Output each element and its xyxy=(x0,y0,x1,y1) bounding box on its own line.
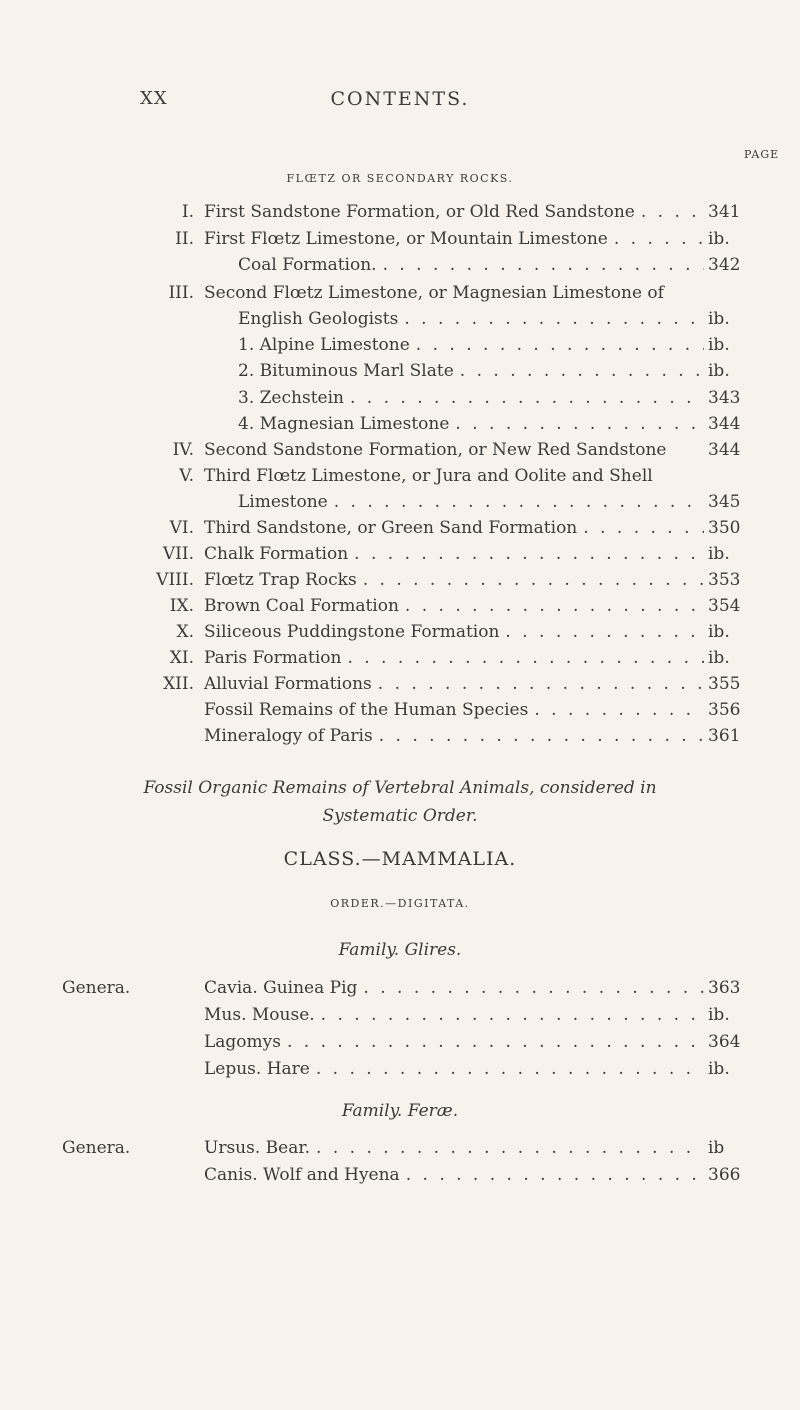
page-number: XX xyxy=(140,88,168,109)
entry-numeral: II. xyxy=(175,229,194,249)
leader-dots xyxy=(577,515,704,541)
order-heading: ORDER.—DIGITATA. xyxy=(330,897,470,910)
toc-entry xyxy=(0,226,800,252)
section-heading: FLŒTZ OR SECONDARY ROCKS. xyxy=(286,172,514,185)
leader-dots xyxy=(357,567,704,593)
leader-dots xyxy=(328,489,704,515)
genus-title: Lagomys xyxy=(204,1032,281,1052)
entry-page: 345 xyxy=(708,492,741,512)
entry-page: ib. xyxy=(708,622,730,642)
genus-entry xyxy=(0,1029,800,1055)
entry-page: 341 xyxy=(708,202,741,222)
entry-title: Mineralogy of Paris xyxy=(204,726,373,746)
toc-entry xyxy=(0,593,800,619)
toc-entry xyxy=(0,463,800,489)
entry-title: Brown Coal Formation xyxy=(204,596,399,616)
entry-numeral: X. xyxy=(176,622,194,642)
class-heading: CLASS.—MAMMALIA. xyxy=(283,848,517,870)
genus-entry xyxy=(0,1162,800,1188)
entry-page: 353 xyxy=(708,570,741,590)
genera-label: Genera. xyxy=(62,978,131,998)
toc-entry xyxy=(0,489,800,515)
entry-page: ib. xyxy=(708,361,730,381)
leader-dots xyxy=(528,697,704,723)
entry-page: 343 xyxy=(708,388,741,408)
toc-entry xyxy=(0,411,800,437)
genus-page: ib. xyxy=(708,1059,730,1079)
toc-entry xyxy=(0,306,800,332)
leader-dots xyxy=(454,358,704,384)
entry-title: Coal Formation. xyxy=(238,255,377,275)
entry-page: 355 xyxy=(708,674,741,694)
family-heading: Family. Feræ. xyxy=(341,1101,459,1121)
toc-entry xyxy=(0,199,800,225)
genus-entry xyxy=(0,1056,800,1082)
leader-dots xyxy=(377,252,704,278)
toc-entry xyxy=(0,697,800,723)
genus-page: ib. xyxy=(708,1005,730,1025)
toc-entry xyxy=(0,358,800,384)
entry-numeral: VII. xyxy=(162,544,194,564)
section-subtitle-line2: Systematic Order. xyxy=(322,806,478,826)
entry-page: ib. xyxy=(708,335,730,355)
leader-dots xyxy=(372,671,704,697)
entry-title: Second Sandstone Formation, or New Red Sandstone xyxy=(204,440,667,460)
entry-page: 354 xyxy=(708,596,741,616)
entry-title: 3. Zechstein xyxy=(238,388,344,408)
leader-dots xyxy=(341,645,704,671)
entry-numeral: VIII. xyxy=(156,570,194,590)
entry-title: Chalk Formation xyxy=(204,544,349,564)
entry-numeral: III. xyxy=(168,283,194,303)
entry-numeral: XI. xyxy=(169,648,194,668)
entry-numeral: IV. xyxy=(172,440,194,460)
entry-title: Second Flœtz Limestone, or Magnesian Limestone of xyxy=(204,283,664,303)
toc-entry xyxy=(0,619,800,645)
genus-page: ib xyxy=(708,1138,725,1158)
leader-dots xyxy=(310,1056,704,1082)
toc-entry xyxy=(0,515,800,541)
entry-numeral: V. xyxy=(179,466,194,486)
genus-title: Canis. Wolf and Hyena xyxy=(204,1165,400,1185)
genus-title: Cavia. Guinea Pig xyxy=(204,978,358,998)
entry-page: ib. xyxy=(708,648,730,668)
genus-title: Ursus. Bear. xyxy=(204,1138,311,1158)
leader-dots xyxy=(449,411,704,437)
genus-page: 364 xyxy=(708,1032,741,1052)
entry-numeral: I. xyxy=(181,202,194,222)
entry-title: Paris Formation xyxy=(204,648,342,668)
entry-page: 361 xyxy=(708,726,741,746)
leader-dots xyxy=(373,723,704,749)
entry-title: Limestone xyxy=(238,492,328,512)
toc-entry xyxy=(0,541,800,567)
toc-entry xyxy=(0,280,800,306)
entry-title: Third Flœtz Limestone, or Jura and Oolite and Shell xyxy=(204,466,653,486)
entry-title: Siliceous Puddingstone Formation xyxy=(204,622,500,642)
entry-title: First Sandstone Formation, or Old Red Sandstone xyxy=(204,202,635,222)
entry-page: 342 xyxy=(708,255,741,275)
genus-page: 363 xyxy=(708,978,741,998)
leader-dots xyxy=(400,1162,704,1188)
entry-title: 2. Bituminous Marl Slate xyxy=(238,361,454,381)
entry-title: Third Sandstone, or Green Sand Formation xyxy=(204,518,578,538)
page-title: CONTENTS. xyxy=(330,88,470,110)
family-heading: Family. Glires. xyxy=(338,940,462,960)
leader-dots xyxy=(499,619,704,645)
entry-title: 1. Alpine Limestone xyxy=(238,335,410,355)
toc-entry xyxy=(0,437,800,463)
genus-title: Mus. Mouse. xyxy=(204,1005,315,1025)
entry-page: 344 xyxy=(708,440,741,460)
leader-dots xyxy=(310,1135,704,1161)
entry-page: ib. xyxy=(708,309,730,329)
genus-page: 366 xyxy=(708,1165,741,1185)
entry-title: Alluvial Formations xyxy=(204,674,372,694)
genus-entry xyxy=(0,975,800,1001)
entry-title: 4. Magnesian Limestone xyxy=(238,414,450,434)
entry-page: 356 xyxy=(708,700,741,720)
leader-dots xyxy=(344,385,704,411)
leader-dots xyxy=(315,1002,704,1028)
genera-label: Genera. xyxy=(62,1138,131,1158)
genus-entry xyxy=(0,1135,800,1161)
leader-dots xyxy=(357,975,704,1001)
leader-dots xyxy=(348,541,704,567)
entry-title: English Geologists xyxy=(238,309,399,329)
leader-dots xyxy=(398,306,704,332)
leader-dots xyxy=(608,226,704,252)
leader-dots xyxy=(635,199,704,225)
toc-entry xyxy=(0,723,800,749)
toc-entry xyxy=(0,671,800,697)
entry-numeral: IX. xyxy=(169,596,194,616)
toc-entry xyxy=(0,332,800,358)
entry-title: Flœtz Trap Rocks xyxy=(204,570,357,590)
toc-entry xyxy=(0,252,800,278)
toc-entry xyxy=(0,385,800,411)
genus-entry xyxy=(0,1002,800,1028)
page-column-label: PAGE xyxy=(744,148,780,161)
toc-entry xyxy=(0,645,800,671)
entry-page: 350 xyxy=(708,518,741,538)
entry-title: First Flœtz Limestone, or Mountain Limestone xyxy=(204,229,608,249)
leader-dots xyxy=(410,332,704,358)
entry-page: ib. xyxy=(708,544,730,564)
leader-dots xyxy=(399,593,704,619)
entry-title: Fossil Remains of the Human Species xyxy=(204,700,529,720)
section-subtitle-line1: Fossil Organic Remains of Vertebral Animals, considered in xyxy=(143,778,657,798)
entry-page: 344 xyxy=(708,414,741,434)
leader-dots xyxy=(281,1029,704,1055)
genus-title: Lepus. Hare xyxy=(204,1059,310,1079)
entry-page: ib. xyxy=(708,229,730,249)
toc-entry xyxy=(0,567,800,593)
entry-numeral: VI. xyxy=(169,518,194,538)
entry-numeral: XII. xyxy=(163,674,194,694)
